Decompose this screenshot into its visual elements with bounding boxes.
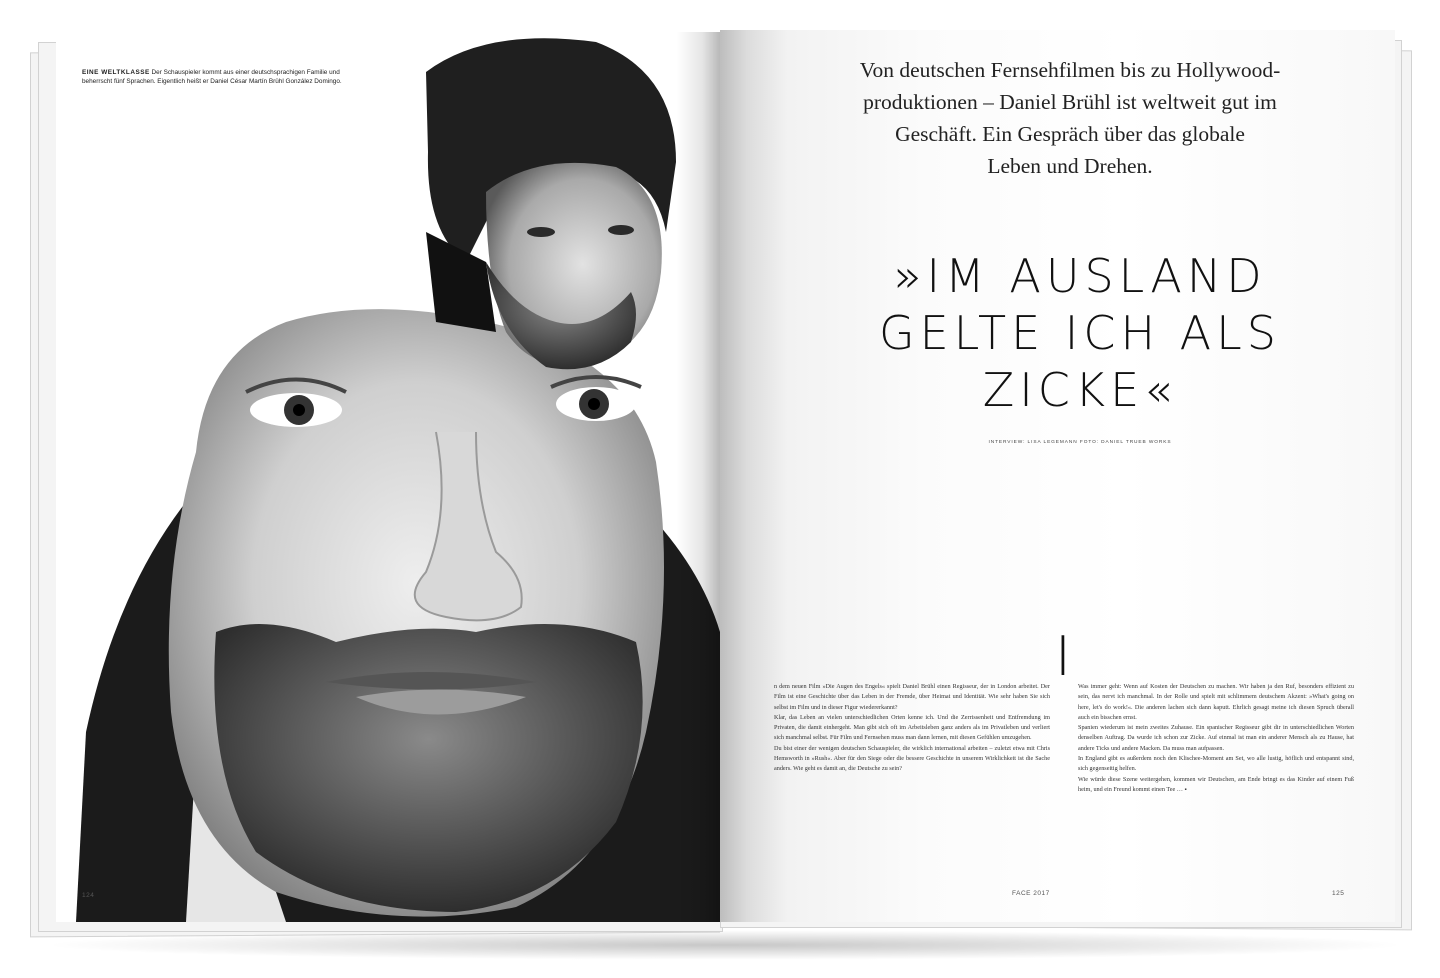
standfirst-line: Geschäft. Ein Gespräch über das globale — [895, 122, 1245, 146]
page-number-right: 125 — [1332, 890, 1345, 897]
headline-line: »IM AUSLAND — [893, 249, 1267, 303]
paragraph: Was immer geht: Wenn auf Kosten der Deutschen zu machen. Wir haben ja den Ruf, besonders effizient zu sein, das nervt ich manchmal. In der Rolle und spielt mit schlimmem deutschem Akzent: »What's going on here, let's do work!«. Die anderen lachen sich dann kaputt. Ehrlich gesagt meine ich diesen Spruch überall auch ein bisschen ernst. — [1078, 683, 1354, 721]
standfirst — [780, 54, 1360, 182]
page-number-left: 124 — [82, 892, 95, 899]
standfirst-line: produktionen – Daniel Brühl ist weltweit gut im — [863, 90, 1277, 114]
paragraph: Klar, das Leben an vielen unterschiedlichen Orten kenne ich. Und die Zerrissenheit und Entfremdung im Privaten, die damit einhergeht. Man gibt sich oft im Arbeitsleben ganz anders als im Privatleben und verliert sich manchmal selbst. Für Film und Fernsehen muss man dann lernen, mit diesen Gefühlen umzugehen. — [774, 713, 1050, 742]
paragraph: Du bist einer der wenigen deutschen Schauspieler, die wirklich international arbeiten – zuletzt etwa mit Chris Hemsworth in »Rush«. Aber für den Siege oder die bessere Geschichte in unserem Wirklichkeit ist die Sache anders. Wie geht es damit an, die Deutsche zu sein? — [774, 744, 1050, 773]
left-page — [56, 32, 720, 922]
end-mark-icon: ▪ — [1184, 786, 1187, 793]
paragraph — [1078, 775, 1354, 796]
photo-caption — [82, 68, 352, 86]
paragraph: n dem neuen Film »Die Augen des Engels« spielt Daniel Brühl einen Regisseur, der in London arbeitet. Der Film ist eine Geschichte über das Leben in der Fremde, über Heimat und Identität. Wie sehr haben Sie sich selbst im Film und in dieser Figur wiedererkannt? — [774, 683, 1050, 711]
right-page — [720, 30, 1395, 922]
article-column-2 — [1078, 682, 1354, 795]
standfirst-line: Von deutschen Fernsehfilmen bis zu Hollywood- — [859, 58, 1281, 82]
caption-lead: EINE WELTKLASSE — [82, 69, 150, 76]
standfirst-line: Leben und Drehen. — [987, 154, 1153, 178]
caption-text: Der Schauspieler kommt aus einer deutschsprachigen Familie und beherrscht fünf Sprachen. Eigentlich heißt er Daniel César Martín Brühl González Domingo. — [82, 69, 342, 85]
paragraph-text: Wie würde diese Szene weitergehen, kommen wir Deutschen, am Ende bringt es das Kinder auf einem Fuß heim, und ein Freund kommt einen Tee … — [1078, 775, 1354, 793]
article-column-1 — [774, 682, 1050, 775]
paragraph: In England gibt es außerdem noch den Klischee-Moment am Set, wo alle lustig, höflich und entspannt sind, sich gegenseitig helfen. — [1078, 755, 1354, 773]
magazine-issue: FACE 2017 — [1012, 890, 1050, 897]
paragraph: Spanien wiederum ist mein zweites Zuhause. Ein spanischer Regisseur gibt dir in unterschiedlichen Worten denselben Auftrag. Da wurde ich schon zur Zicke. Auf einmal ist man ein anderer Mensch als zu Hause, hat andere Ticks und andere Macken. Da muss man aufpassen. — [1078, 724, 1354, 752]
portrait-photo — [56, 32, 720, 922]
headline — [780, 248, 1380, 419]
headline-line: ZICKE« — [982, 363, 1178, 417]
headline-line: GELTE ICH ALS — [879, 306, 1281, 360]
drop-cap: I — [1055, 625, 1071, 688]
byline-credits: INTERVIEW: LISA LEGEMANN FOTO: DANIEL TRUEB WORKS — [988, 440, 1172, 445]
